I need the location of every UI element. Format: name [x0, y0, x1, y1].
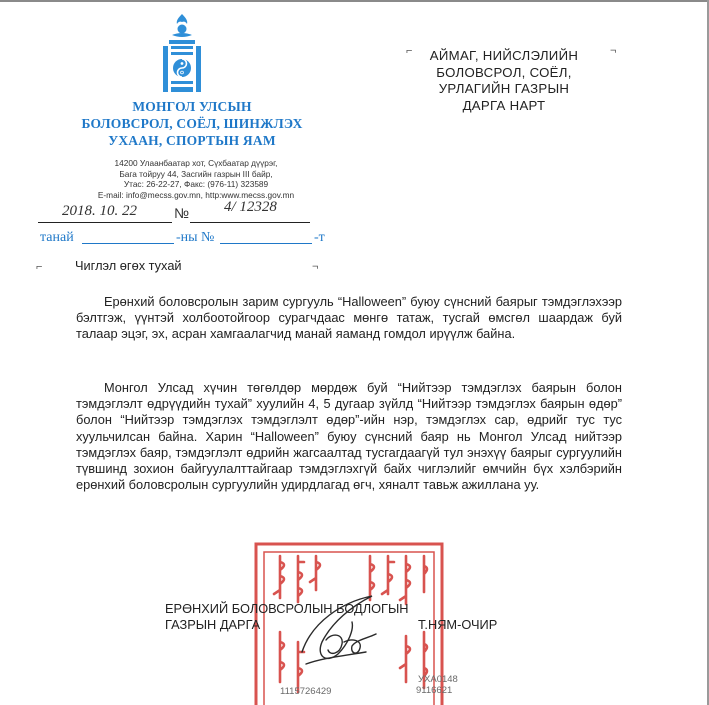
body-paragraph-1: Ерөнхий боловсролын зарим сургууль “Halloween” буюу сүнсний баярыг тэмдэглэхээр бэлтгэж, үүнтэй холбоотойгоор сурагчдаас мөнгө татаж, тусгай өмсгөл шаардаж буй талаар эцэг, эх, асран хамгаалагчид манай яаманд гомдол ирүүлж байна. [76, 294, 622, 342]
seal-code-1: УХА0148 [418, 674, 458, 685]
ny-label: -ны № [176, 230, 215, 245]
registration-date-line [38, 199, 318, 225]
addressee-line-3: УРЛАГИЙН ГАЗРЫН [438, 81, 570, 96]
address-line-3: Утас: 26-22-27, Факс: (976-11) 323589 [123, 179, 269, 190]
signatory-title-line-1: ЕРӨНХИЙ БОЛОВСРОЛЫН БОДЛОГЫН [165, 601, 409, 616]
handwritten-number: 4/ 12328 [224, 199, 277, 215]
seal-codes [392, 674, 458, 696]
page-border-top [0, 0, 709, 2]
subject-corner-right: ¬ [312, 261, 319, 273]
soyombo-emblem-icon [160, 12, 204, 96]
handwritten-date: 2018. 10. 22 [62, 203, 137, 219]
t-label: -т [314, 230, 325, 245]
address-line-1: 14200 Улаанбаатар хот, Сүхбаатар дүүрэг, [114, 158, 278, 168]
address-line-4: E-mail: info@mecss.gov.mn, http:www.mecss.gov.mn [97, 189, 295, 200]
signatory-title-line-2: ГАЗРЫН ДАРГА [165, 617, 261, 632]
reference-date-blank [82, 243, 174, 244]
seal-code-2: 9116621 [416, 685, 453, 696]
reference-number-blank [220, 243, 312, 244]
date-underline [38, 222, 172, 223]
handwritten-signature [282, 582, 392, 682]
ministry-line-2: БОЛОВСРОЛ, СОЁЛ, ШИНЖЛЭХ [81, 116, 303, 131]
ministry-line-1: МОНГОЛ УЛСЫН [132, 99, 252, 114]
body-paragraph-2: Монгол Улсад хүчин төгөлдөр мөрдөж буй “Нийтээр тэмдэглэх баярын болон тэмдэглэлт өдрүүдийн тухай” хуулийн 4, 5 дугаар зүйлд “Нийтээр тэмдэглэх баярын өдөр” болон “Нийтээр тэмдэглэх тэмдэглэлт өдөр”-ийн нэр, тэмдэглэх сар, өдрийг тус тус хуульчилсан байна. Харин “Halloween” буюу сүнсний баяр нь Монгол Улсад нийтээр тэмдэглэх баяр, тэмдэглэлт өдрийн жагсаалтад тусгагдаагүй тул энэхүү баярыг сургуулийн түвшинд зохион байгуулалттайгаар тэмдэглэхгүй байх чиглэлийг өмчийн бүх хэлбэрийн ерөнхий боловсролын сургуулийн удирдлагад өгч, хяналт тавьж ажиллана уу. [76, 380, 622, 493]
addressee-corner-left: ⌐ [406, 45, 413, 57]
letter-subject: Чиглэл өгөх тухай [75, 258, 182, 273]
address-line-2: Бага тойруу 44, Засгийн газрын III байр, [119, 168, 273, 179]
ministry-line-3: УХААН, СПОРТЫН ЯАМ [108, 133, 276, 148]
seal-code-3: 1115726429 [280, 686, 332, 697]
ministry-address [52, 158, 340, 200]
number-underline [190, 222, 310, 223]
tanai-label: танай [40, 230, 74, 245]
signatory-name: Т.НЯМ-ОЧИР [418, 617, 498, 632]
ministry-name [72, 98, 312, 149]
addressee-line-2: БОЛОВСРОЛ, СОЁЛ, [436, 64, 572, 80]
subject-corner-left: ⌐ [36, 261, 43, 273]
addressee-line-4: ДАРГА НАРТ [462, 97, 546, 113]
addressee-line-1: АЙМАГ, НИЙСЛЭЛИЙН [429, 48, 579, 63]
addressee-block [406, 45, 600, 114]
addressee-corner-right: ¬ [610, 45, 617, 57]
number-label: № [174, 205, 190, 221]
